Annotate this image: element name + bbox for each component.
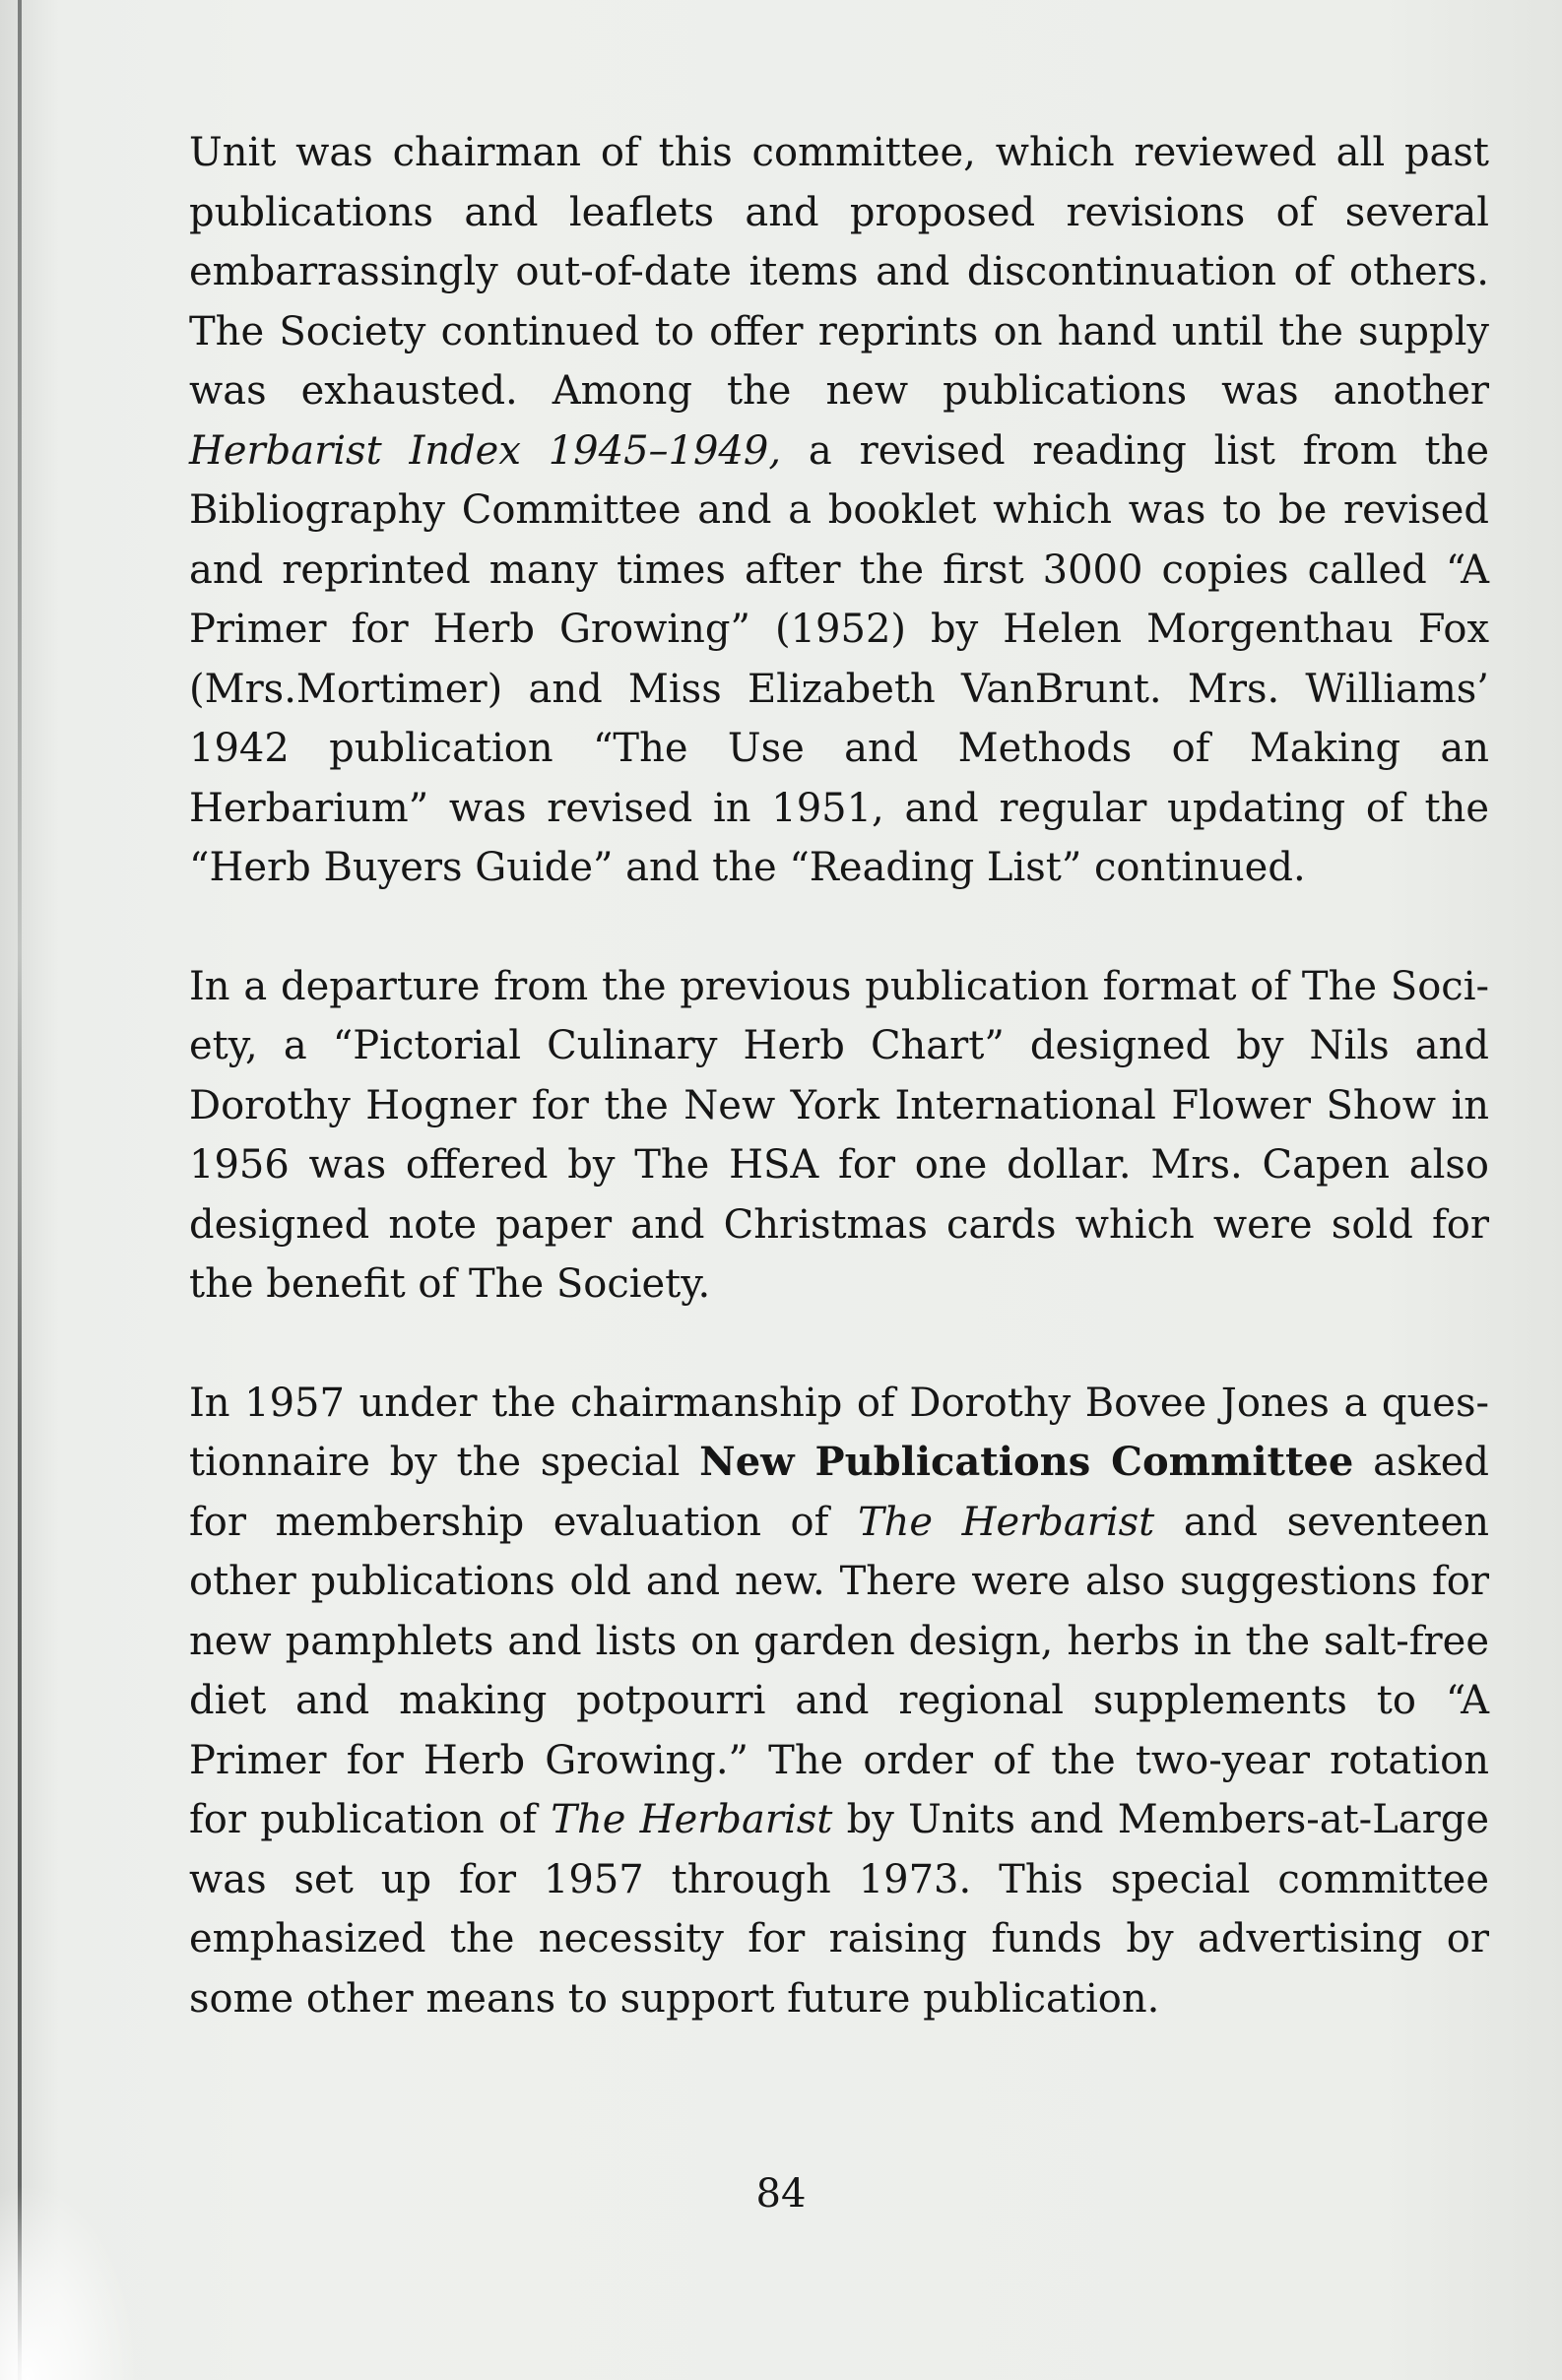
text-segment: In 1957 under the chairmanship of Dorothy Bovee Jones a questionnaire by the special (189, 1380, 1489, 1485)
paragraph-2 (189, 957, 1489, 1315)
italic-title-herbarist: The Herbarist (551, 1797, 833, 1842)
italic-title-herbarist-index: Herbarist Index 1945–1949, (189, 427, 782, 474)
text-segment: a revised reading list from the Bibliography Committee and a booklet which was to be revised and reprinted many times after the first 3000 copies called “A Primer for Herb Growing” (1952) by Helen Morgenthau Fox (Mrs.Mortimer) and Miss Elizabeth VanBrunt. Mrs. Williams’ 1942 publication “The Use and Methods of Making an Herbarium” was revised in 1951, and regular updating of the “Herb Buyers Guide” and the “Reading List” continued. (189, 427, 1489, 890)
body-text (189, 123, 1489, 2028)
text-segment: and seventeen other publications old and new. There were also suggestions for new pamphlets and lists on garden design, herbs in the salt-free diet and making potpourri and regional supplements to “A Primer for Herb Growing.” The order of the two-year rotation for publication of (189, 1499, 1489, 1842)
text-segment: asked for membership evaluation of (189, 1440, 1489, 1545)
paragraph-1 (189, 123, 1489, 898)
text-segment: Unit was chairman of this committee, which reviewed all past publications and leaflets and proposed revisions of several embarrassingly out-of-date items and discontinuation of others. The Society continued to offer reprints on hand until the supply was exhausted. Among the new publications was another (189, 130, 1489, 414)
paragraph-3 (189, 1374, 1489, 2029)
text-segment: In a departure from the previous publication format of The Society, a “Pictorial Culinary Herb Chart” designed by Nils and Dorothy Hogner for the New York International Flower Show in 1956 was offered by The HSA for one dollar. Mrs. Capen also designed note paper and Christmas cards which were sold for the benefit of The Society. (189, 963, 1489, 1307)
italic-title-herbarist: The Herbarist (857, 1499, 1155, 1545)
book-binding-edge (18, 0, 22, 2380)
text-segment: by Units and Members-at-Large was set up for 1957 through 1973. This special committee emphasized the necessity for raising funds by advertising or some other means to support future publication. (189, 1797, 1489, 2022)
bold-committee-name: New Publications Committee (699, 1439, 1354, 1485)
page-number: 84 (755, 2171, 807, 2217)
